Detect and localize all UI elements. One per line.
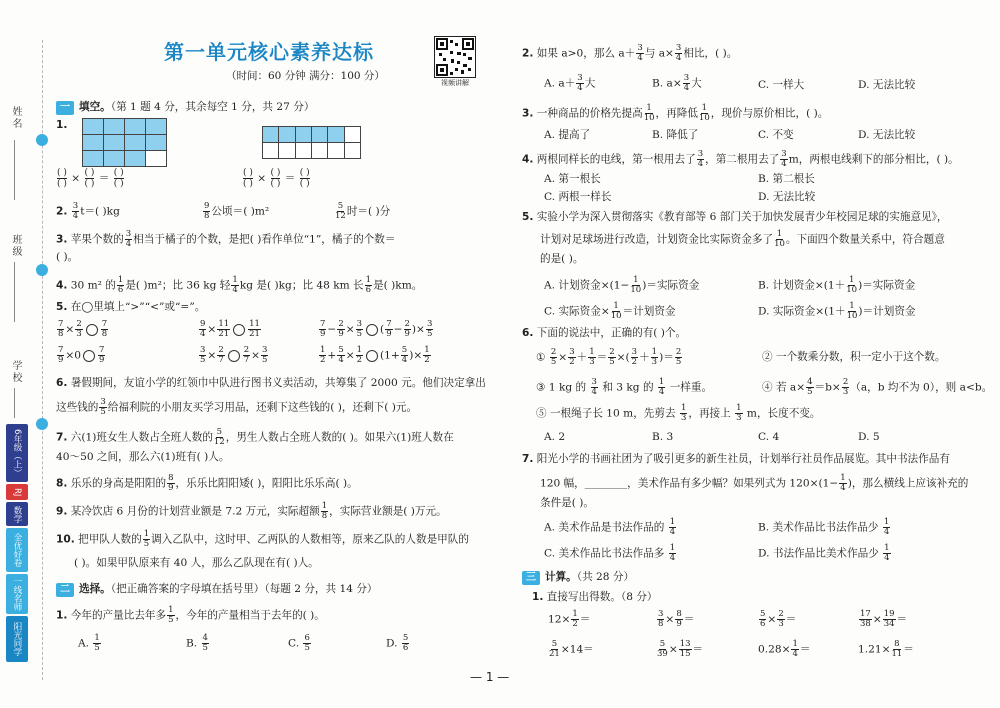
choice-q7-option-a[interactable]: A. 美术作品是书法作品的 $\frac{1}{4}$ xyxy=(544,517,676,537)
fill-q7-cont: 40～50 之间，那么六(1)班有( )人。 xyxy=(56,451,230,463)
class-label: 班级 xyxy=(10,234,21,258)
series-version: RJ xyxy=(6,484,28,500)
choice-q6-statement-5: ⑤ 一根绳子长 10 m，先剪去 $\frac{1}{3}$ ，再接上 $\frac{1}{3}$ m，长度不变。 xyxy=(536,403,821,423)
choice-q4-option-b[interactable]: B. 第二根长 xyxy=(758,173,815,185)
grid-cell xyxy=(103,150,125,167)
grid-cell xyxy=(327,142,344,159)
calc-item: 0.28× $\frac{1}{4}$ ＝ xyxy=(758,639,811,659)
grid-cell xyxy=(82,118,104,135)
section-note: （把正确答案的字母填在括号里）（每题 2 分，共 14 分） xyxy=(110,583,378,595)
compare-circle[interactable] xyxy=(86,324,98,336)
name-writing-line[interactable] xyxy=(14,140,15,200)
fill-q4: 4. 30 m² 的 $\frac{1}{6}$ 是( )m²；比 36 kg 轻 $\frac{1}{4}$ kg 是( )kg；比 48 km 长 $\frac{1}{6}$ 是( )km。 xyxy=(56,275,423,295)
grid-cell xyxy=(124,118,146,135)
series-brand-strip xyxy=(6,424,30,664)
grid-cell xyxy=(327,126,344,143)
calc-item: $\frac{17}{38}$ × $\frac{19}{34}$ ＝ xyxy=(860,609,908,629)
choice-q4: 4. 两根同样长的电线，第一根用去了 $\frac{3}{4}$ ，第二根用去了 $\frac{3}{4}$ m，两根电线剩下的部分相比，( )。 xyxy=(522,149,959,169)
choice-q5-option-d[interactable]: D. 实际资金×(1＋ $\frac{1}{10}$ )＝计划资金 xyxy=(758,301,916,321)
compare-circle[interactable] xyxy=(233,324,245,336)
choice-q2: 2. 如果 a>0，那么 a＋ $\frac{3}{4}$ 与 a× $\frac{3}{4}$ 相比，( )。 xyxy=(522,43,738,63)
choice-q3-option-a[interactable]: A. 提高了 xyxy=(544,129,591,141)
compare-row-2: $\frac{1}{2}$ + $\frac{5}{4}$ × $\frac{1}{2}$ (1+ $\frac{5}{4}$ )× $\frac{1}{2}$ xyxy=(320,345,430,365)
choice-q2-option-b[interactable]: B. a× $\frac{3}{4}$ 大 xyxy=(652,73,702,93)
compare-row-1: $\frac{7}{8}$ × $\frac{2}{3}$ $\frac{7}{8}$ xyxy=(58,319,108,339)
series-subject: 数学 xyxy=(6,502,28,526)
section-title: 填空。 xyxy=(79,101,111,113)
choice-q7-cont2: 条件是( )。 xyxy=(540,497,595,509)
grid-cell xyxy=(344,126,361,143)
choice-q4-option-d[interactable]: D. 无法比较 xyxy=(758,191,816,203)
choice-q6-option-d[interactable]: D. 5 xyxy=(858,431,880,443)
choice-q6-statement-3: ③ 1 kg 的 $\frac{3}{4}$ 和 3 kg 的 $\frac{1}{4}$ 一样重。 xyxy=(536,377,713,397)
choice-q5-option-c[interactable]: C. 实际资金× $\frac{1}{10}$ ＝计划资金 xyxy=(544,301,676,321)
section-calc-header xyxy=(522,570,634,585)
series-edition: 6年级（上） xyxy=(6,424,28,482)
choice-q1: 1. 今年的产量比去年多 $\frac{1}{5}$ ，今年的产量相当于去年的( )。 xyxy=(56,605,325,625)
grid-cell xyxy=(145,118,167,135)
page-title: 第一单元核心素养达标 xyxy=(164,40,374,64)
choice-q2-option-c[interactable]: C. 一样大 xyxy=(758,79,805,91)
choice-q1-option-d[interactable]: D. $\frac{5}{6}$ xyxy=(386,633,409,653)
grid-cell xyxy=(311,126,328,143)
calc-item: $\frac{5}{21}$ ×14＝ xyxy=(549,639,594,659)
school-label: 学校 xyxy=(10,360,21,384)
compare-circle[interactable] xyxy=(366,324,378,336)
grid-cell xyxy=(82,134,104,151)
choice-q4-option-c[interactable]: C. 两根一样长 xyxy=(544,191,612,203)
fill-q10: 10. 把甲队人数的 $\frac{1}{5}$ 调入乙队中，这时甲、乙两队的人数相等，原来乙队的人数是甲队的 xyxy=(56,529,469,549)
section-choice-header xyxy=(56,582,378,597)
calc-item: 12× $\frac{1}{2}$ ＝ xyxy=(548,609,591,629)
choice-q5-cont2: 的是( )。 xyxy=(540,253,584,265)
fill-q3: 3. 苹果个数的 $\frac{3}{4}$ 相当于橘子的个数，是把( )看作单位“1”，橘子的个数＝ xyxy=(56,229,396,249)
grid-cell xyxy=(145,150,167,167)
fill-q10-cont: ( )。如果甲队原来有 40 人，那么乙队现在有( )人。 xyxy=(74,557,319,569)
grid-cell xyxy=(262,142,279,159)
choice-q5-cont: 计划对足球场进行改造，计划资金比实际资金多了 $\frac{1}{10}$ 。下面四个数量关系中，符合题意 xyxy=(540,229,945,249)
grid-cell xyxy=(145,134,167,151)
compare-row-2: $\frac{7}{9}$ ×0 $\frac{7}{9}$ xyxy=(58,345,105,365)
fill-q9: 9. 某冷饮店 6 月份的计划营业额是 7.2 万元，实际超额 $\frac{1}{8}$ ，实际营业额是( )万元。 xyxy=(56,501,447,521)
grid-cell xyxy=(124,134,146,151)
binding-hole xyxy=(36,134,48,146)
grid-cell xyxy=(311,142,328,159)
fill-q2: 2. $\frac{3}{4}$ t＝( )kg xyxy=(56,201,120,221)
section-title: 计算。 xyxy=(545,571,577,583)
school-writing-line[interactable] xyxy=(14,388,15,418)
grid-figure-2 xyxy=(262,126,360,158)
series-teacher: 一线名师 xyxy=(6,574,28,614)
choice-q3-option-b[interactable]: B. 降低了 xyxy=(652,129,699,141)
qr-code-icon[interactable] xyxy=(434,36,476,78)
page-number: — 1 — xyxy=(470,670,510,684)
choice-q3-option-d[interactable]: D. 无法比较 xyxy=(858,129,916,141)
choice-q7-option-b[interactable]: B. 美术作品比书法作品少 $\frac{1}{4}$ xyxy=(758,517,890,537)
section-note: （第 1 题 4 分，其余每空 1 分，共 27 分） xyxy=(110,101,315,113)
choice-q1-option-c[interactable]: C. $\frac{6}{5}$ xyxy=(288,633,310,653)
grid-cell xyxy=(262,126,279,143)
fill-q1-number: 1. xyxy=(56,119,68,131)
choice-q7-option-c[interactable]: C. 美术作品比书法作品多 $\frac{1}{4}$ xyxy=(544,543,676,563)
choice-q5-option-b[interactable]: B. 计划资金×(1＋ $\frac{1}{10}$ )＝实际资金 xyxy=(758,275,916,295)
name-label: 姓名 xyxy=(10,106,21,130)
section-title: 选择。 xyxy=(79,583,111,595)
grid-cell xyxy=(295,126,312,143)
section-badge: 三 xyxy=(522,571,540,585)
fill-q7: 7. 六(1)班女生人数占全班人数的 $\frac{5}{12}$ ，男生人数占全班人数的( )。如果六(1)班人数在 xyxy=(56,427,454,447)
series-logo: 阳光同学 xyxy=(6,616,28,662)
grid-cell xyxy=(103,134,125,151)
choice-q7-cont: 120 幅，________，美术作品有多少幅？如果列式为 120×(1− $\frac{1}{4}$ )，那么横线上应该补充的 xyxy=(540,473,969,493)
compare-row-1: $\frac{9}{4}$ × $\frac{11}{21}$ $\frac{11}{21}$ xyxy=(200,319,260,339)
choice-q3: 3. 一种商品的价格先提高 $\frac{1}{10}$ ，再降低 $\frac{1}{10}$ ，现价与原价相比，( )。 xyxy=(522,103,829,123)
calc-item: $\frac{3}{8}$ × $\frac{8}{9}$ ＝ xyxy=(658,609,695,629)
compare-circle[interactable] xyxy=(83,350,95,362)
compare-row-2: $\frac{3}{5}$ × $\frac{2}{7}$ $\frac{2}{7}$ × $\frac{3}{5}$ xyxy=(200,345,268,365)
choice-q2-option-d[interactable]: D. 无法比较 xyxy=(858,79,916,91)
choice-q7-option-d[interactable]: D. 书法作品比美术作品少 $\frac{1}{4}$ xyxy=(758,543,890,563)
choice-q6-option-c[interactable]: C. 4 xyxy=(758,431,780,443)
section-badge: 一 xyxy=(56,101,74,115)
choice-q4-option-a[interactable]: A. 第一根长 xyxy=(544,173,601,185)
grid-cell xyxy=(344,142,361,159)
grid-cell xyxy=(103,118,125,135)
choice-q6-option-a[interactable]: A. 2 xyxy=(544,431,566,443)
grid-cell xyxy=(82,150,104,167)
series-good-paper: 全优好卷 xyxy=(6,528,28,572)
fill-q3-cont: ( )。 xyxy=(56,251,79,263)
fill-q6: 6. 暑假期间，友谊小学的红领巾中队进行图书义卖活动，共筹集了 2000 元。他们决定拿出 xyxy=(56,377,486,389)
grid-cell xyxy=(278,126,295,143)
binding-strip xyxy=(0,0,46,708)
choice-q2-option-a[interactable]: A. a＋ $\frac{3}{4}$ 大 xyxy=(544,73,596,93)
compare-row-1: $\frac{7}{9}$ − $\frac{2}{9}$ × $\frac{3}{5}$ ( $\frac{7}{9}$ − $\frac{2}{9}$ )× $\frac{3}{5}$ xyxy=(320,319,433,339)
grid-figure-1 xyxy=(82,118,166,166)
grid-cell xyxy=(278,142,295,159)
grid-cell xyxy=(295,142,312,159)
fill-q1-answer-2[interactable]: $\frac{( )}{( )}$ × $\frac{( )}{( )}$ ＝ $\frac{( )}{( )}$ xyxy=(243,168,310,189)
page-subtitle: （时间：60 分钟 满分：100 分） xyxy=(226,70,385,82)
fill-q8: 8. 乐乐的身高是阳阳的 $\frac{8}{9}$ ，乐乐比阳阳矮( )，阳阳比乐乐高( )。 xyxy=(56,473,358,493)
grid-cell xyxy=(124,150,146,167)
calc-item: 1.21× $\frac{8}{11}$ ＝ xyxy=(858,639,914,659)
calc-q1: 1. 直接写出得数。（8 分） xyxy=(532,591,658,603)
qr-label: 视频讲解 xyxy=(441,79,469,87)
class-writing-line[interactable] xyxy=(14,262,15,322)
compare-circle[interactable] xyxy=(228,350,240,362)
choice-q6-statement-2: ② 一个数乘分数，积一定小于这个数。 xyxy=(762,351,946,363)
choice-q6: 6. 下面的说法中，正确的有( )个。 xyxy=(522,327,687,339)
section-fill-header xyxy=(56,100,314,115)
fill-q2-b: $\frac{9}{8}$ 公顷＝( )m² xyxy=(204,201,270,221)
fill-q5: 5. 在◯里填上“>”“<”或“=”。 xyxy=(56,301,206,313)
section-badge: 二 xyxy=(56,583,74,597)
fill-q1-answer-1[interactable]: $\frac{( )}{( )}$ × $\frac{( )}{( )}$ ＝ $\frac{( )}{( )}$ xyxy=(57,168,124,189)
fill-q2-c: $\frac{5}{12}$ 时＝( )分 xyxy=(335,201,391,221)
choice-q6-statement-1: ① $\frac{2}{5}$ × $\frac{3}{2}$ ＋ $\frac{1}{3}$ ＝ $\frac{2}{5}$ ×( $\frac{3}{2}$ ＋ $\frac{1}{3}$ )＝ $\frac{2}{5}$ xyxy=(536,347,682,367)
choice-q6-statement-4: ④ 若 a× $\frac{4}{5}$ ＝b× $\frac{2}{3}$ （a，b 均不为 0），则 a<b。 xyxy=(762,377,993,397)
choice-q3-option-c[interactable]: C. 不变 xyxy=(758,129,794,141)
choice-q1-option-b[interactable]: B. $\frac{4}{5}$ xyxy=(186,633,208,653)
section-note: （共 28 分） xyxy=(576,571,635,583)
compare-circle[interactable] xyxy=(366,350,378,362)
calc-item: $\frac{5}{39}$ × $\frac{13}{15}$ ＝ xyxy=(657,639,704,659)
binding-hole xyxy=(36,418,48,430)
fill-q6-cont: 这些钱的 $\frac{3}{5}$ 给福利院的小朋友买学习用品，还剩下这些钱的( )，还剩下( )元。 xyxy=(56,397,418,417)
choice-q5-option-a[interactable]: A. 计划资金×(1− $\frac{1}{10}$ )＝实际资金 xyxy=(544,275,700,295)
choice-q5: 5. 实验小学为深入贯彻落实《教育部等 6 部门关于加快发展青少年校园足球的实施意见》， xyxy=(522,211,948,223)
choice-q6-option-b[interactable]: B. 3 xyxy=(652,431,674,443)
choice-q1-option-a[interactable]: A. $\frac{1}{5}$ xyxy=(78,633,100,653)
choice-q7: 7. 阳光小学的书画社团为了吸引更多的新生社员，计划举行社员作品展览。其中书法作品有 xyxy=(522,453,950,465)
binding-hole xyxy=(36,264,48,276)
calc-item: $\frac{5}{6}$ × $\frac{2}{3}$ ＝ xyxy=(760,609,797,629)
